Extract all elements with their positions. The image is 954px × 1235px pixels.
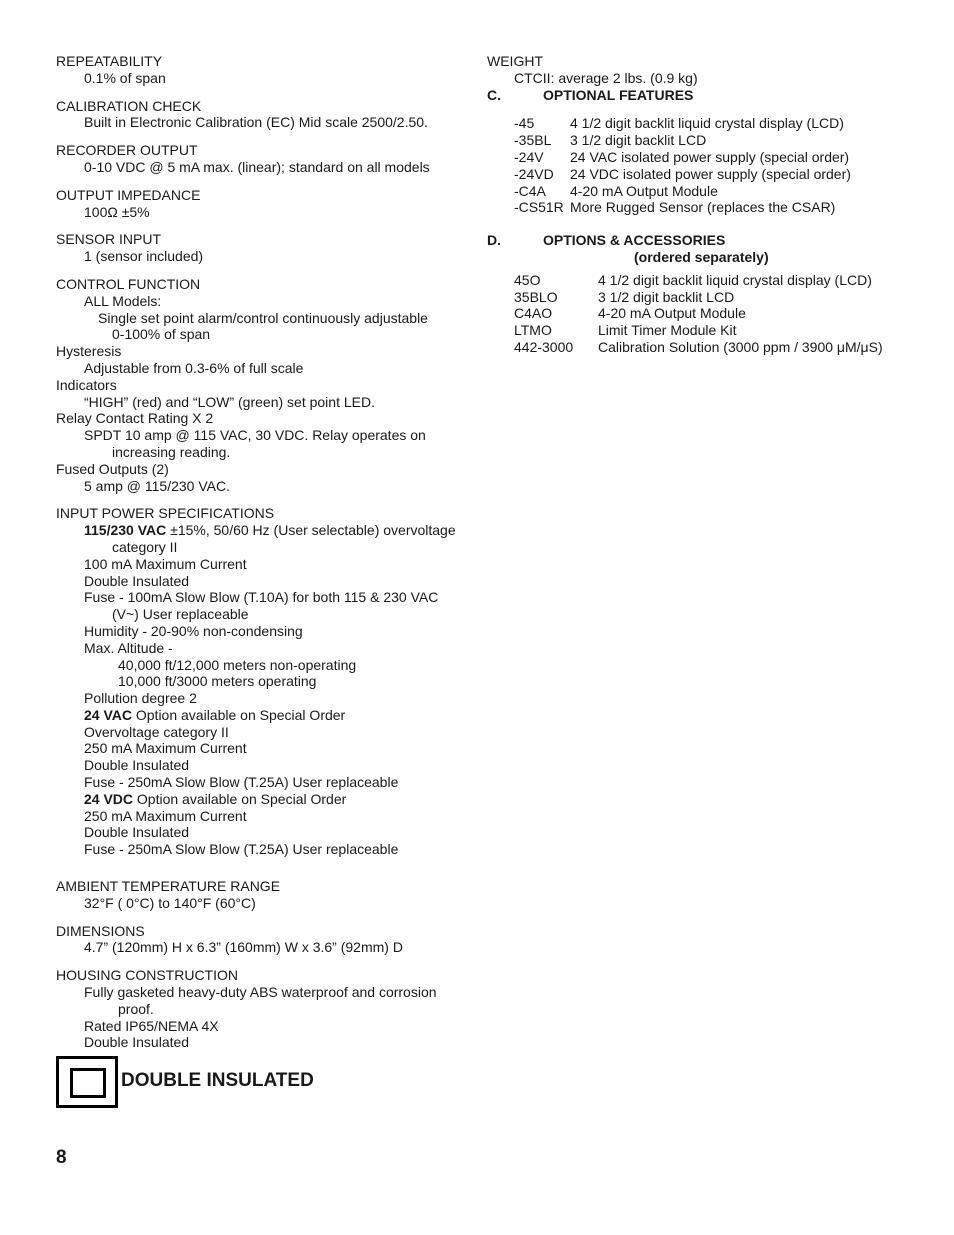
item-desc: 24 VDC isolated power supply (special order) bbox=[570, 165, 851, 182]
double-insulated-label: DOUBLE INSULATED bbox=[121, 1070, 314, 1091]
power-line bbox=[56, 707, 476, 724]
calibration-section bbox=[56, 98, 476, 132]
section-letter: C. bbox=[487, 86, 501, 103]
section-heading: AMBIENT TEMPERATURE RANGE bbox=[56, 878, 281, 895]
item-code: LTMO bbox=[514, 322, 552, 339]
power-line: Fuse - 100mA Slow Blow (T.10A) for both 115 & 230 VAC bbox=[84, 589, 439, 606]
power-line: 10,000 ft/3000 meters operating bbox=[118, 673, 317, 690]
list-item bbox=[487, 166, 927, 183]
list-item bbox=[487, 289, 927, 306]
list-item bbox=[487, 322, 927, 339]
section-heading: SENSOR INPUT bbox=[56, 231, 162, 248]
item-desc: 4-20 mA Output Module bbox=[598, 305, 746, 322]
section-value: 100Ω ±5% bbox=[84, 203, 150, 220]
power-bold-label: 115/230 VAC bbox=[84, 522, 167, 539]
power-line: Double Insulated bbox=[84, 757, 190, 774]
left-column bbox=[56, 53, 476, 1051]
accessories-section bbox=[487, 232, 927, 356]
control-line: “HIGH” (red) and “LOW” (green) set point LED. bbox=[84, 393, 375, 410]
list-item bbox=[487, 149, 927, 166]
section-title: OPTIONAL FEATURES bbox=[543, 86, 694, 103]
section-value: proof. bbox=[118, 1000, 154, 1017]
power-line-rest: ±15%, 50/60 Hz (User selectable) overvoltage bbox=[166, 522, 456, 539]
power-line: Fuse - 250mA Slow Blow (T.25A) User replaceable bbox=[84, 841, 399, 858]
item-desc: 4-20 mA Output Module bbox=[570, 182, 718, 199]
section-heading: CALIBRATION CHECK bbox=[56, 97, 202, 114]
section-heading: DIMENSIONS bbox=[56, 922, 145, 939]
control-line: 0-100% of span bbox=[112, 326, 211, 343]
optional-features-list bbox=[487, 115, 927, 216]
power-line: category II bbox=[112, 538, 178, 555]
item-desc: Limit Timer Module Kit bbox=[598, 322, 737, 339]
control-line: increasing reading. bbox=[112, 443, 231, 460]
power-line: 100 mA Maximum Current bbox=[84, 555, 247, 572]
power-line: Overvoltage category II bbox=[84, 723, 229, 740]
power-line: Double Insulated bbox=[84, 824, 190, 841]
control-line: SPDT 10 amp @ 115 VAC, 30 VDC. Relay operates on bbox=[84, 427, 426, 444]
section-value: Rated IP65/NEMA 4X bbox=[84, 1017, 219, 1034]
double-insulated-icon bbox=[56, 1056, 118, 1108]
item-code: -24VD bbox=[514, 165, 554, 182]
section-title: OPTIONS & ACCESSORIES bbox=[543, 232, 726, 249]
power-line: Max. Altitude - bbox=[84, 639, 173, 656]
section-value: Fully gasketed heavy-duty ABS waterproof and corrosion bbox=[84, 984, 437, 1001]
accessories-list bbox=[487, 272, 927, 356]
recorder-section bbox=[56, 142, 476, 176]
list-item bbox=[487, 115, 927, 132]
item-desc: 24 VAC isolated power supply (special order) bbox=[570, 148, 850, 165]
item-code: -45 bbox=[514, 115, 535, 132]
power-bold-label: 24 VAC bbox=[84, 706, 132, 723]
list-item bbox=[487, 272, 927, 289]
page-number: 8 bbox=[56, 1147, 67, 1168]
item-desc: 4 1/2 digit backlit liquid crystal display (LCD) bbox=[570, 115, 844, 132]
section-letter: D. bbox=[487, 232, 501, 249]
item-code: -CS51R bbox=[514, 199, 564, 216]
item-code: 35BLO bbox=[514, 288, 558, 305]
section-heading: CONTROL FUNCTION bbox=[56, 275, 201, 292]
item-desc: 4 1/2 digit backlit liquid crystal display (LCD) bbox=[598, 271, 872, 288]
control-subheading: Fused Outputs (2) bbox=[56, 460, 169, 477]
impedance-section bbox=[56, 187, 476, 221]
power-line: Fuse - 250mA Slow Blow (T.25A) User replaceable bbox=[84, 774, 399, 791]
section-value: Double Insulated bbox=[84, 1034, 190, 1051]
item-code: -C4A bbox=[514, 182, 546, 199]
housing-section bbox=[56, 967, 476, 1051]
power-section bbox=[56, 505, 476, 858]
list-item bbox=[487, 199, 927, 216]
power-line: Double Insulated bbox=[84, 572, 190, 589]
list-item bbox=[487, 339, 927, 356]
item-code: C4AO bbox=[514, 305, 553, 322]
power-line: 250 mA Maximum Current bbox=[84, 740, 247, 757]
section-heading: RECORDER OUTPUT bbox=[56, 142, 198, 159]
section-value: 0-10 VDC @ 5 mA max. (linear); standard on all models bbox=[84, 158, 430, 175]
power-line: (V~) User replaceable bbox=[112, 606, 249, 623]
control-line: ALL Models: bbox=[84, 292, 162, 309]
list-item bbox=[487, 305, 927, 322]
control-subheading: Hysteresis bbox=[56, 343, 122, 360]
repeatability-section bbox=[56, 53, 476, 87]
dimensions-section bbox=[56, 923, 476, 957]
item-desc: 3 1/2 digit backlit LCD bbox=[598, 288, 735, 305]
list-item bbox=[487, 183, 927, 200]
power-line bbox=[56, 791, 476, 808]
ambient-section bbox=[56, 878, 476, 912]
section-value: 0.1% of span bbox=[84, 69, 166, 86]
power-line bbox=[56, 522, 476, 539]
list-item bbox=[487, 132, 927, 149]
section-heading: INPUT POWER SPECIFICATIONS bbox=[56, 505, 275, 522]
item-code: -35BL bbox=[514, 132, 552, 149]
right-column bbox=[487, 53, 927, 356]
item-desc: More Rugged Sensor (replaces the CSAR) bbox=[570, 199, 836, 216]
control-subheading: Relay Contact Rating X 2 bbox=[56, 410, 214, 427]
power-line: 250 mA Maximum Current bbox=[84, 807, 247, 824]
section-heading: HOUSING CONSTRUCTION bbox=[56, 967, 238, 984]
optional-heading bbox=[487, 87, 927, 104]
item-code: -24V bbox=[514, 148, 544, 165]
power-line: Humidity - 20-90% non-condensing bbox=[84, 622, 303, 639]
section-value: Built in Electronic Calibration (EC) Mid scale 2500/2.50. bbox=[84, 114, 428, 131]
item-code: 45O bbox=[514, 271, 541, 288]
sensor-section bbox=[56, 231, 476, 265]
power-line-rest: Option available on Special Order bbox=[131, 706, 346, 723]
optional-features-section bbox=[487, 87, 927, 217]
control-line: Adjustable from 0.3-6% of full scale bbox=[84, 359, 304, 376]
section-value: 32°F ( 0°C) to 140°F (60°C) bbox=[84, 894, 256, 911]
control-section bbox=[56, 276, 476, 494]
inner-square-icon bbox=[70, 1068, 106, 1098]
power-line-rest: Option available on Special Order bbox=[133, 790, 347, 807]
section-heading: OUTPUT IMPEDANCE bbox=[56, 186, 201, 203]
control-subheading: Indicators bbox=[56, 376, 117, 393]
section-heading: WEIGHT bbox=[487, 53, 543, 69]
section-value: 4.7” (120mm) H x 6.3” (160mm) W x 3.6” (92mm) D bbox=[84, 939, 403, 956]
section-heading: REPEATABILITY bbox=[56, 53, 163, 69]
section-value: CTCII: average 2 lbs. (0.9 kg) bbox=[514, 69, 698, 86]
accessories-heading bbox=[487, 232, 927, 249]
power-bold-label: 24 VDC bbox=[84, 790, 134, 807]
section-subtitle: (ordered separately) bbox=[634, 248, 769, 265]
power-line: 40,000 ft/12,000 meters non-operating bbox=[118, 656, 357, 673]
power-line: Pollution degree 2 bbox=[84, 690, 197, 707]
item-code: 442-3000 bbox=[514, 338, 574, 355]
control-line: Single set point alarm/control continuously adjustable bbox=[98, 309, 428, 326]
weight-section bbox=[487, 53, 927, 87]
item-desc: Calibration Solution (3000 ppm / 3900 μM/μS) bbox=[598, 338, 883, 355]
section-value: 1 (sensor included) bbox=[84, 248, 204, 265]
item-desc: 3 1/2 digit backlit LCD bbox=[570, 132, 707, 149]
control-line: 5 amp @ 115/230 VAC. bbox=[84, 477, 230, 494]
